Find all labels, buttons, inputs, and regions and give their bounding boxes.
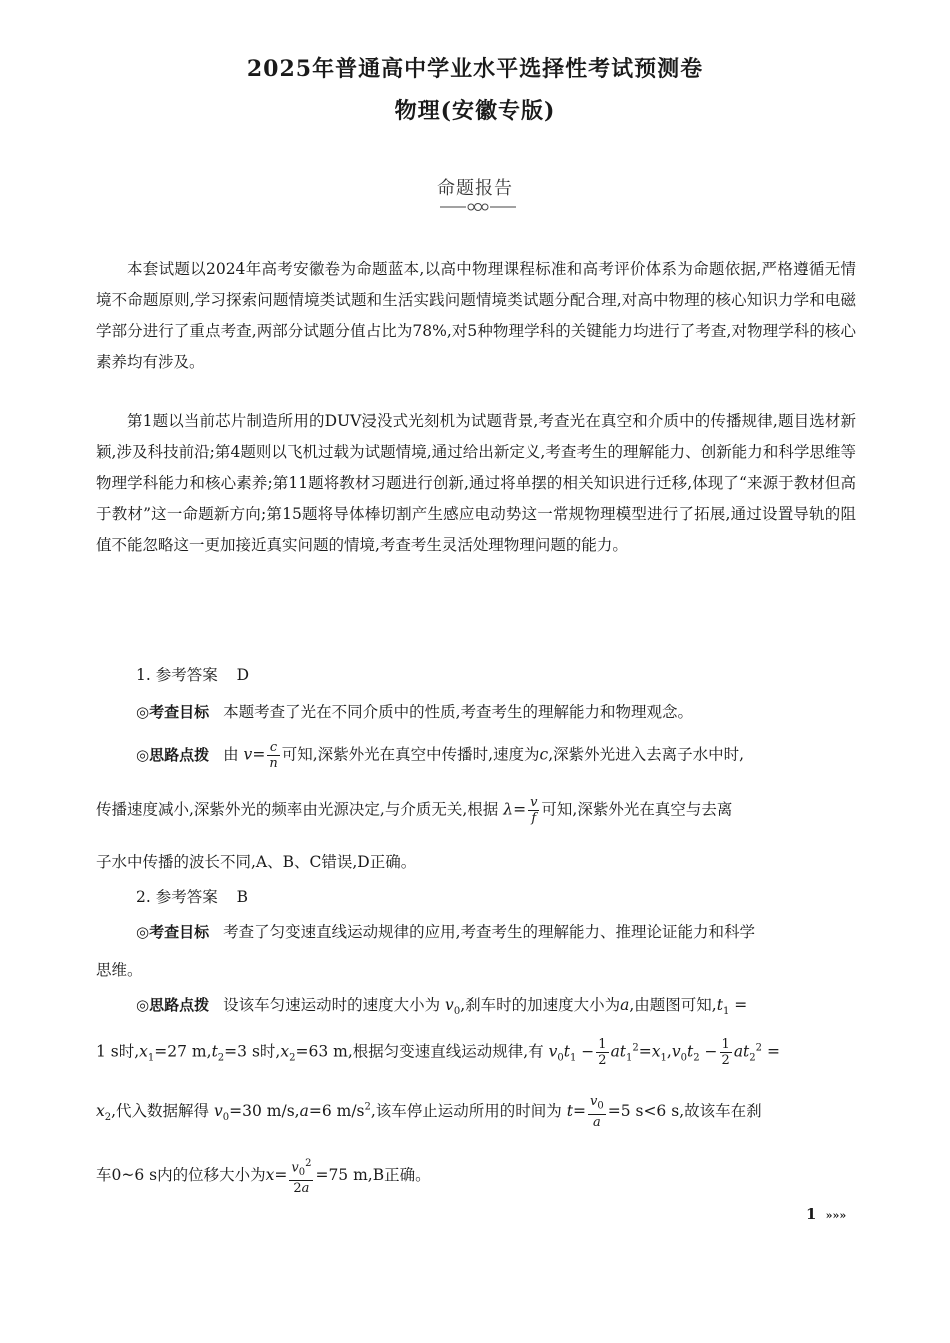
exam-title: 2025年普通高中学业水平选择性考试预测卷 xyxy=(246,56,704,82)
page-arrows: »»» xyxy=(825,1209,847,1222)
q1-target-line xyxy=(136,700,693,722)
q2-hint-line-4: 车0~6 s内的位移大小为x= $\frac{v_0^2}{2a}$ =75 m,B正确。 xyxy=(96,1158,431,1196)
q2-hint-label: ◎思路点拨 xyxy=(136,996,210,1014)
formula-c-over-n: $\frac{c}{n}$ xyxy=(269,740,278,771)
q1-answer: D xyxy=(236,666,250,684)
ornament-divider xyxy=(440,201,516,213)
q2-answer-line xyxy=(136,885,248,907)
page-number: 1 »»» xyxy=(806,1205,847,1223)
formula-v0-over-a: $\frac{v_0}{a}$ xyxy=(589,1094,604,1130)
q2-target-line-2: 思维。 xyxy=(96,961,143,979)
q1-answer-line xyxy=(136,663,249,685)
q1-target: 本题考查了光在不同介质中的性质,考查考生的理解能力和物理观念。 xyxy=(223,703,694,721)
q2-target-label: ◎考查目标 xyxy=(136,923,210,941)
q2-answer-label: 2. 参考答案 xyxy=(136,888,218,906)
q1-hint-line-1: ◎思路点拨 由 v= $\frac{c}{n}$ 可知,深紫外光在真空中传播时,速度为c,深紫外光进入去离子水中时, xyxy=(136,740,745,771)
formula-v-over-f: $\frac{v}{f}$ xyxy=(530,795,538,826)
q2-hint-line-1: ◎思路点拨 设该车匀速运动时的速度大小为 $v_0$,刹车时的加速度大小为a,由题图可知$,t_1$ = xyxy=(136,996,748,1018)
q2-hint-line-2: 1 s时$,x_1=27$ $m,t_2=3$ s时$,x_2=63$ m,根据匀变速直线运动规律,有 $v_0t_1$ − $\frac{1}{2}$ $at_1^2=x_1,v_0t_2$ − $\frac{1}{2}$ $at_2^2$ = xyxy=(96,1037,780,1068)
q1-hint-label: ◎思路点拨 xyxy=(136,745,210,764)
report-paragraph-2: 第1题以当前芯片制造所用的DUV浸没式光刻机为试题背景,考查光在真空和介质中的传播规律,题目选材新颖,涉及科技前沿;第4题则以飞机过载为试题情境,通过给出新定义,考查考生的理解能力、创新能力和科学思维等物理学科能力和核心素养;第11题将教材习题进行创新,通过将单摆的相关知识进行迁移,体现了“来源于教材但高于教材”这一命题新方向;第15题将导体棒切割产生感应电动势这一常规物理模型进行了拓展,通过设置导轨的阻值不能忽略这一更加接近真实问题的情境,考查考生灵活处理物理问题的能力。 xyxy=(96,412,856,554)
q2-target-line: ◎考查目标 考查了匀变速直线运动规律的应用,考查考生的理解能力、推理论证能力和科学 xyxy=(136,923,756,941)
q1-hint-line-2: 传播速度减小,深紫外光的频率由光源决定,与介质无关,根据 λ= $\frac{v}{f}$ 可知,深紫外光在真空与去离 xyxy=(96,795,733,826)
q2-hint-line-3: $x_2$,代入数据解得 $v_0=30$ m/s,a=6 $m/s^2$,该车停止运动所用的时间为 t= $\frac{v_0}{a}$ =5 s<6 s,故该车在刹 xyxy=(96,1094,762,1130)
q1-hint-line-3: 子水中传播的波长不同,A、B、C错误,D正确。 xyxy=(96,853,417,871)
q1-target-label: ◎考查目标 xyxy=(136,703,210,721)
q1-answer-label: 1. 参考答案 xyxy=(136,666,218,684)
exam-subtitle: 物理(安徽专版) xyxy=(394,98,556,124)
q2-answer: B xyxy=(236,888,249,906)
section-title: 命题报告 xyxy=(437,178,513,199)
report-paragraph-1: 本套试题以2024年高考安徽卷为命题蓝本,以高中物理课程标准和高考评价体系为命题依据,严格遵循无情境不命题原则,学习探索问题情境类试题和生活实践问题情境类试题分配合理,对高中物理的核心知识力学和电磁学部分进行了重点考查,两部分试题分值占比为78%,对5种物理学科的关键能力均进行了考查,对物理学科的核心素养均有涉及。 xyxy=(96,260,856,371)
formula-x: $\frac{v_0^2}{2a}$ xyxy=(291,1158,312,1196)
